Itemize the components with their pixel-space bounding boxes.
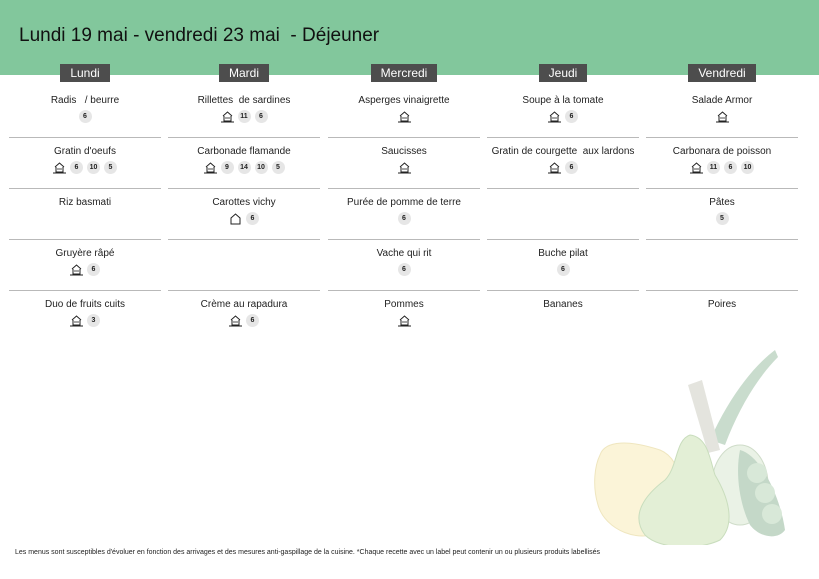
allergen-badge: 6 [565,161,578,174]
dish-name: Carbonade flamande [197,146,291,157]
menu-cell [9,87,161,138]
home-made-icon [398,161,411,174]
menu-cell [9,240,161,291]
dish-name: Duo de fruits cuits [44,299,126,310]
menu-cell [487,138,639,189]
menu-cell [487,291,639,342]
dish-marks [328,110,480,123]
allergen-badge: 3 [87,314,100,327]
dish-marks [9,314,161,327]
dish-name: Pâtes [709,197,735,208]
menu-cell [646,138,798,189]
pea-circle [755,483,775,503]
day-column-mardi [168,64,320,324]
home-made-icon [398,314,411,327]
home-made-icon [53,161,66,174]
menu-cell [328,189,480,240]
menu-cell [646,189,798,240]
allergen-badge: 10 [87,161,100,174]
dish-marks [328,161,480,174]
dish-marks [646,161,798,174]
allergen-badge: 5 [716,212,729,225]
dish-name: Rillettes de sardines [197,95,291,106]
home-made-icon [690,161,703,174]
dish-marks [9,110,161,123]
allergen-badge: 11 [238,110,251,123]
menu-cell [646,291,798,342]
dish-name: Bananes [543,299,583,310]
allergen-badge: 6 [79,110,92,123]
dish-name: Riz basmati [58,197,112,208]
dish-marks [646,212,798,225]
dish-marks [168,314,320,327]
dish-name: Buche pilat [538,248,588,259]
pea-circle [747,463,767,483]
dish-name: Soupe à la tomate [522,95,604,106]
home-made-icon [221,110,234,123]
day-header: Mercredi [371,64,438,82]
menu-cell [487,87,639,138]
allergen-badge: 10 [255,161,268,174]
dish-marks [487,110,639,123]
menu-cell [328,138,480,189]
menu-cell [328,87,480,138]
dish-marks [168,110,320,123]
menu-cell [168,189,320,240]
dish-name: Radis / beurre [50,95,120,106]
footnote: Les menus sont susceptibles d'évoluer en fonction des arrivages et des mesures anti-gaspillage de la cuisine. *Chaque recette avec un label peut contenir un ou plusieurs produits labellisés [15,549,601,556]
allergen-badge: 6 [557,263,570,276]
dish-marks [646,110,798,123]
day-header: Lundi [60,64,109,82]
allergen-badge: 14 [238,161,251,174]
page-title: Lundi 19 mai - vendredi 23 mai - Déjeuner [19,25,380,46]
dish-name: Poires [707,299,737,310]
house-icon [229,212,242,225]
leek-leaf-shape [710,350,778,445]
dish-name: Asperges vinaigrette [358,95,450,106]
day-column-jeudi [487,64,639,310]
menu-cell [9,138,161,189]
vegetables-illustration [590,345,819,545]
dish-marks [168,161,320,174]
menu-cell [168,240,320,291]
allergen-badge: 6 [246,212,259,225]
allergen-badge: 6 [70,161,83,174]
dish-marks [9,161,161,174]
dish-name: Purée de pomme de terre [347,197,461,208]
allergen-badge: 6 [246,314,259,327]
allergen-badge: 10 [741,161,754,174]
menu-cell [168,291,320,342]
day-column-lundi [9,64,161,324]
home-made-icon [70,314,83,327]
home-made-icon [548,161,561,174]
allergen-badge: 6 [398,263,411,276]
menu-cell [9,189,161,240]
home-made-icon [70,263,83,276]
pea-circle [762,504,782,524]
dish-marks [328,263,480,276]
day-column-vendredi [646,64,798,310]
dish-marks [487,263,639,276]
dish-name: Salade Armor [691,95,753,106]
day-header: Jeudi [539,64,588,82]
menu-cell [168,138,320,189]
dish-name: Saucisses [381,146,427,157]
day-header: Vendredi [688,64,755,82]
home-made-icon [204,161,217,174]
home-made-icon [398,110,411,123]
home-made-icon [716,110,729,123]
dish-marks [9,263,161,276]
allergen-badge: 6 [87,263,100,276]
menu-cell [328,240,480,291]
home-made-icon [548,110,561,123]
menu-cell [646,240,798,291]
dish-marks [328,212,480,225]
menu-cell [487,189,639,240]
allergen-badge: 5 [272,161,285,174]
day-header: Mardi [219,64,269,82]
dish-name: Pommes [384,299,424,310]
dish-marks [487,161,639,174]
allergen-badge: 11 [707,161,720,174]
allergen-badge: 6 [255,110,268,123]
dish-marks [168,212,320,225]
dish-marks [328,314,480,327]
dish-name: Carbonara de poisson [672,146,772,157]
allergen-badge: 5 [104,161,117,174]
menu-cell [646,87,798,138]
menu-cell [487,240,639,291]
day-column-mercredi [328,64,480,310]
allergen-badge: 6 [398,212,411,225]
dish-name: Vache qui rit [376,248,432,259]
menu-cell [9,291,161,342]
dish-name: Gratin d'oeufs [54,146,116,157]
allergen-badge: 6 [724,161,737,174]
allergen-badge: 9 [221,161,234,174]
allergen-badge: 6 [565,110,578,123]
dish-name: Gruyère râpé [55,248,115,259]
home-made-icon [229,314,242,327]
dish-name: Gratin de courgette aux lardons [491,146,635,157]
menu-cell [168,87,320,138]
dish-name: Carottes vichy [212,197,276,208]
dish-name: Crème au rapadura [200,299,288,310]
menu-cell [328,291,480,342]
